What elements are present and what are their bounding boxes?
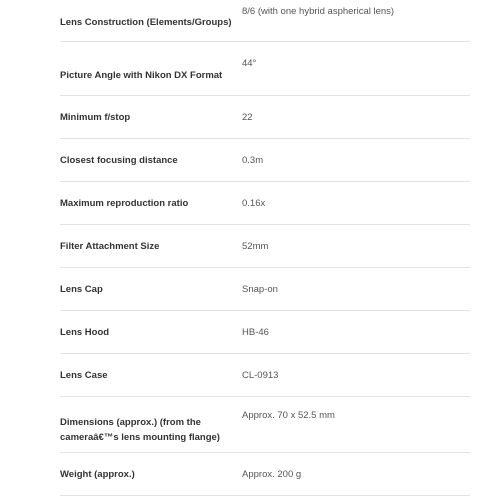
spec-row-minimum-fstop — [60, 96, 470, 139]
spec-value: Approx. 200 g — [242, 468, 302, 480]
spec-label: Weight (approx.) — [60, 468, 135, 480]
spec-value: Approx. 70 x 52.5 mm — [242, 410, 335, 421]
spec-label: Picture Angle with Nikon DX Format — [60, 70, 223, 81]
spec-label: Minimum f/stop — [60, 111, 131, 123]
spec-value: Snap-on — [242, 283, 278, 295]
spec-row-lens-hood — [60, 311, 470, 354]
spec-value: CL-0913 — [242, 369, 279, 381]
spec-value: 0.3m — [242, 154, 264, 166]
spec-label: Closest focusing distance — [60, 154, 178, 166]
spec-label: Lens Hood — [60, 326, 110, 338]
spec-row-lens-cap — [60, 268, 470, 311]
spec-label: Dimensions (approx.) (from the cameraâ€™s lens mounting flange) — [60, 417, 220, 443]
spec-table — [60, 0, 470, 496]
spec-value: HB-46 — [242, 326, 269, 338]
spec-value: 0.16x — [242, 197, 266, 209]
spec-row-lens-construction — [60, 0, 470, 42]
spec-row-maximum-reproduction-ratio — [60, 182, 470, 225]
spec-label: Filter Attachment Size — [60, 240, 160, 252]
spec-value: 52mm — [242, 240, 269, 252]
spec-row-closest-focusing-distance — [60, 139, 470, 182]
spec-row-lens-case — [60, 354, 470, 397]
spec-row-picture-angle — [60, 42, 470, 96]
spec-row-weight — [60, 453, 470, 496]
spec-label: Lens Construction (Elements/Groups) — [60, 17, 232, 28]
spec-value: 22 — [242, 111, 253, 123]
spec-row-dimensions — [60, 397, 470, 453]
spec-label: Maximum reproduction ratio — [60, 197, 189, 209]
spec-row-filter-attachment-size — [60, 225, 470, 268]
spec-label: Lens Case — [60, 369, 108, 381]
spec-label: Lens Cap — [60, 283, 103, 295]
spec-value: 8/6 (with one hybrid aspherical lens) — [242, 6, 395, 17]
spec-value: 44° — [242, 58, 257, 69]
